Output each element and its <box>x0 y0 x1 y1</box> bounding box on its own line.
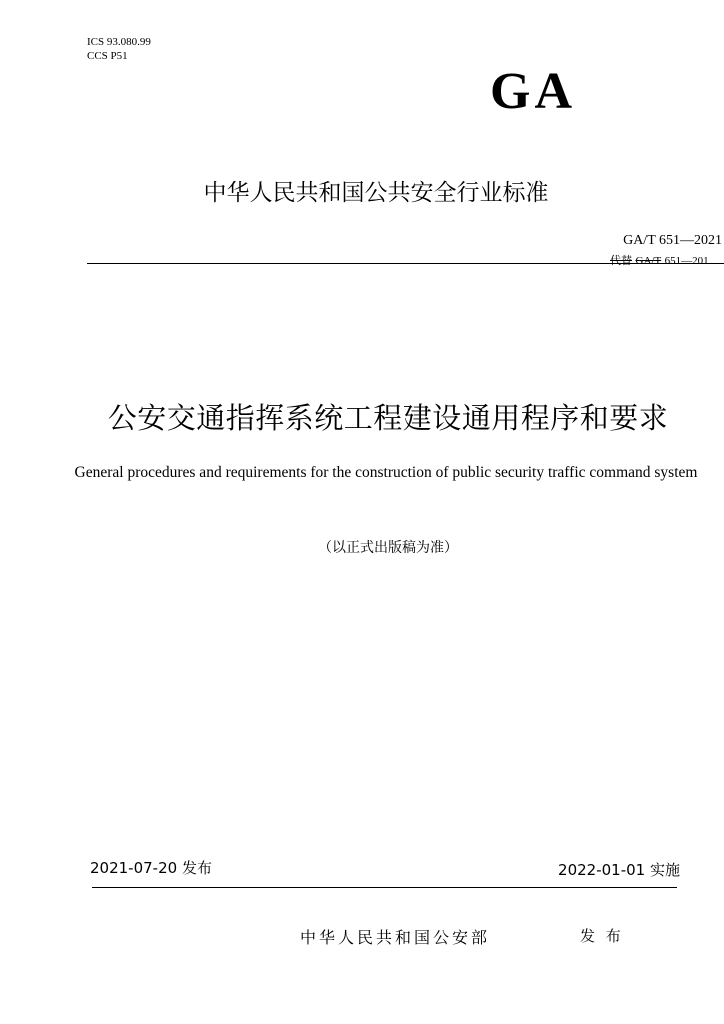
implementation-date: 2022-01-01 实施 <box>558 861 680 879</box>
ics-code: ICS 93.080.99 <box>87 36 151 48</box>
industry-standard-heading: 中华人民共和国公共安全行业标准 <box>203 180 549 206</box>
replaces-standard-number: 651—201 <box>664 255 709 267</box>
standard-number: GA/T 651—2021 <box>623 233 722 248</box>
ga-logo: GA <box>490 63 576 120</box>
replaces-label: 代替 <box>610 254 632 267</box>
draft-note: （以正式出版稿为准） <box>318 540 458 556</box>
footer-divider <box>92 887 677 888</box>
document-title-chinese: 公安交通指挥系统工程建设通用程序和要求 <box>107 401 669 435</box>
issuing-label: 发 布 <box>580 927 624 945</box>
issuing-authority: 中华人民共和国公安部 <box>300 928 491 947</box>
replaces-note <box>610 254 709 268</box>
replaces-standard-prefix: GA/T <box>635 255 662 267</box>
issue-date: 2021-07-20 发布 <box>90 859 212 877</box>
document-title-english: General procedures and requirements for the construction of public security traffic command system <box>74 464 698 481</box>
ccs-code: CCS P51 <box>87 50 128 62</box>
